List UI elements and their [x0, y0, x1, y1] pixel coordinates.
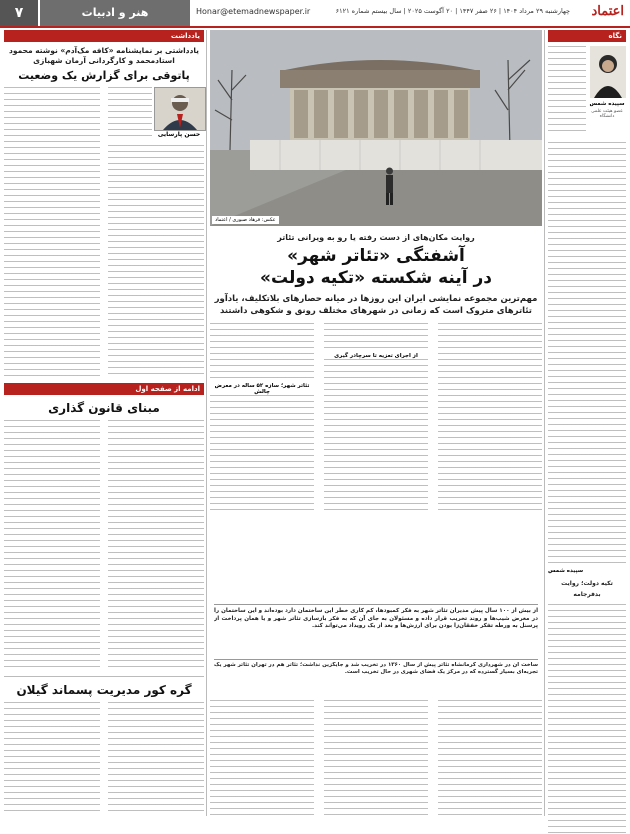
- column-rule-left: [206, 30, 207, 816]
- main-kicker: روایت مکان‌های از دست رفته یا رو به ویرانی تئاتر: [277, 233, 475, 242]
- author-role-right: عضو هیئت علمی دانشگاه: [591, 109, 623, 119]
- main-photo: [210, 30, 542, 226]
- subhead-tazieh: از اجرای تعزیه تا سرچادر گیری: [324, 353, 428, 359]
- author-photo-right: [590, 46, 626, 98]
- main-headline-line1: آشفتگی «تئاتر شهر»: [287, 246, 465, 266]
- main-body-col-2: [324, 323, 428, 513]
- third-headline: گره کور مدیریت پسماند گیلان: [16, 683, 192, 697]
- right-signature: سپیده شمس: [548, 568, 584, 574]
- page-number: ۷: [0, 0, 38, 26]
- main-body-lower-2: [324, 700, 428, 816]
- column-rule-right: [544, 30, 545, 816]
- main-article: [210, 30, 542, 816]
- pull-quote-box: [214, 604, 538, 660]
- site-email[interactable]: Honar@etemadnewspaper.ir: [196, 7, 311, 16]
- main-body-lower-1: [438, 700, 542, 816]
- section-title: هنر و ادبیات: [40, 0, 190, 26]
- right-section-bar: نگاه: [548, 30, 626, 42]
- left-headline: پاتوقی برای گزارش یک وضعیت: [18, 69, 190, 82]
- pull-quote-box-2: [214, 662, 538, 696]
- right-body-text: [548, 142, 626, 566]
- main-headline-line2: در آینه شکسته «تکیه دولت»: [260, 268, 492, 288]
- main-subtitle: مهم‌ترین مجموعه نمایشی ایران این روزها در میانه حصارهای بلاتکلیف، یادآور تئاترهای متروک است که زمانی در شهرهای مختلف رونق و شکوهی داشتند: [214, 294, 538, 316]
- pull-quote: از بیش از ۱۰۰ سال پیش مدیران تئاتر شهر به فکر کمبودها، کم کاری خطر این ساختمان دارد بوده‌اند و این ساختمان را در معرض شیب‌ها و روند تخریب قرار داده و مسئولان به جای آن که به فکر بازسازی تئاتر شهر و یا همان پرداخت از پرسنل به ورطه تفکر خفقان‌زا بودن برای ارزش‌ها و بعد از یک رویداد می‌تواند کند.: [214, 608, 538, 630]
- right-subhead: تکیه دولت؛ روایت بدفرجامه: [561, 580, 613, 598]
- right-body-intro: [548, 46, 586, 136]
- author-name: حسن پارسایی: [157, 131, 201, 138]
- author-portrait-icon: [155, 88, 205, 130]
- left-section-bar: یادداشت: [4, 30, 204, 42]
- right-body-text-lower: [548, 604, 626, 834]
- continued-bar: ادامه از صفحه اول: [4, 383, 204, 395]
- right-column: [548, 30, 626, 816]
- main-body-lower-3: [210, 700, 314, 816]
- photo-credit: عکس: فرهاد صبوری / اعتماد: [212, 216, 279, 224]
- second-body-text-a: [4, 420, 100, 670]
- pull-quote-2: ساخت آن در شهرداری کرمانشاه تئاتر پیش از سال ۱۳۶۰ در تخریب شد و جایگزین نداشت؛ تئاتر هم در تهران تئاتر شهر یک تجربه‌ای بسیار گسترده که در مرکز یک فضای شهری در حال تخریب است.: [214, 662, 538, 676]
- subhead-theatre-city: تئاتر شهر؛ سازه ۵۲ ساله در معرض چالش: [210, 383, 314, 395]
- left-column: [4, 30, 204, 816]
- divider: [4, 676, 204, 677]
- third-body-text-a: [4, 702, 100, 812]
- author-name-right: سپیده شمس: [589, 101, 625, 107]
- second-body-text-b: [108, 420, 204, 670]
- author-portrait-icon: [590, 46, 626, 98]
- main-body-col-1: [438, 323, 542, 513]
- left-body-text-c: [108, 87, 152, 137]
- left-body-text-b: [108, 145, 204, 377]
- newspaper-logo: اعتماد: [591, 4, 624, 19]
- second-headline: مبنای قانون گذاری: [48, 401, 160, 415]
- left-kicker: یادداشتی بر نمایشنامه «کافه مک‌آدم» نوشته محمود استادمحمد و کارگردانی آرمان شهبازی: [9, 46, 199, 65]
- page-header: [0, 0, 630, 28]
- third-body-text-b: [108, 702, 204, 812]
- issue-date: چهارشنبه ۲۹ مرداد ۱۴۰۴ | ۲۶ صفر ۱۴۴۷ | ۲۰ آگوست ۲۰۲۵ | سال بیستم شماره ۶۱۲۱: [335, 7, 570, 15]
- main-body-col-3: [210, 323, 314, 513]
- left-body-text-a: [4, 87, 100, 377]
- author-photo: [154, 87, 206, 131]
- theatre-building-photo: [210, 30, 542, 226]
